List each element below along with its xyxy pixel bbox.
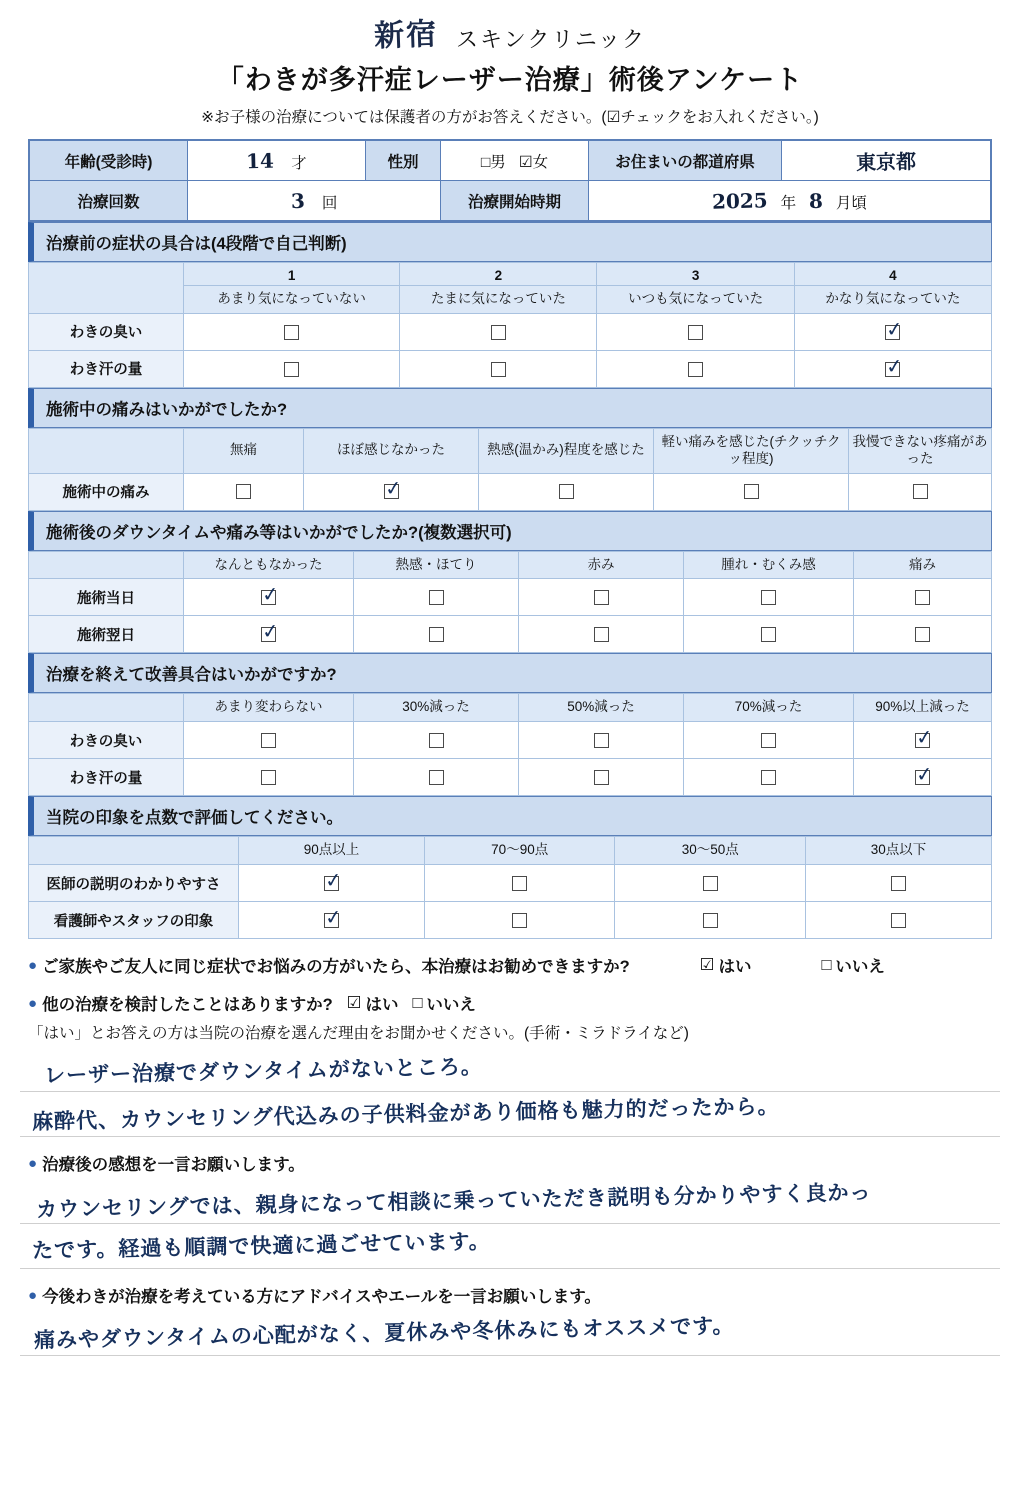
downtime-day1-opt-4[interactable] [684, 616, 854, 653]
section-title-5: 当院の印象を点数で評価してください。 [28, 796, 992, 836]
sex-label: 性別 [366, 140, 441, 181]
start-period-value-cell[interactable] [589, 181, 992, 222]
answer-line[interactable] [20, 1179, 1000, 1224]
table-row [29, 759, 992, 796]
other-no-mark: □ [412, 993, 423, 1012]
impression-head-4: 30点以下 [806, 837, 992, 865]
pre-scale-num-2: 2 [400, 263, 597, 286]
improvement-head-2: 30%減った [354, 694, 519, 722]
clinic-name-printed: スキンクリニック [455, 27, 647, 52]
clinic-name-line [0, 10, 1020, 54]
improvement-sweat-opt-4[interactable] [684, 759, 854, 796]
pre-sweat-opt-4[interactable] [794, 350, 991, 387]
recommend-no-label: いいえ [835, 958, 885, 977]
handwritten-reason-line-1: レーザー治療でダウンタイムがないところ。 [43, 1053, 483, 1088]
question-other-treatment-note: 「はい」とお答えの方は当院の治療を選んだ理由をお聞かせください。(手術・ミラドライなど) [28, 1025, 689, 1043]
pre-sweat-opt-3[interactable] [597, 350, 794, 387]
improvement-odor-opt-5[interactable] [854, 722, 992, 759]
age-value: 14 [245, 148, 275, 173]
downtime-head-4: 腫れ・むくみ感 [684, 551, 854, 579]
downtime-day1-opt-2[interactable] [354, 616, 519, 653]
age-unit: 才 [291, 154, 307, 172]
downtime-head-2: 熱感・ほてり [354, 551, 519, 579]
pre-odor-opt-2[interactable] [400, 313, 597, 350]
improvement-grid [28, 693, 992, 796]
improvement-odor-opt-1[interactable] [184, 722, 354, 759]
question-other-treatment [28, 991, 992, 1015]
section-pre-treatment [28, 222, 992, 388]
downtime-day1-opt-5[interactable] [854, 616, 992, 653]
downtime-head-3: 赤み [519, 551, 684, 579]
pain-during-grid [28, 428, 992, 511]
downtime-grid [28, 551, 992, 654]
bullet-icon: ● [28, 1286, 38, 1304]
answer-line[interactable] [20, 1092, 1000, 1137]
handwritten-reason-line-2: 麻酔代、カウンセリング代込みの子供料金があり価格も魅力的だったから。 [31, 1093, 780, 1134]
pain-head-3: 熱感(温かみ)程度を感じた [479, 428, 654, 473]
year-unit: 年 [780, 194, 797, 212]
improvement-row-label-odor: わきの臭い [29, 722, 184, 759]
table-row [29, 722, 992, 759]
pain-opt-5[interactable] [849, 473, 992, 510]
pre-odor-opt-1[interactable] [184, 313, 400, 350]
pre-odor-opt-4[interactable] [794, 313, 991, 350]
improvement-row-label-sweat: わき汗の量 [29, 759, 184, 796]
start-year-value: 2025 [711, 187, 769, 214]
other-no-label: いいえ [426, 996, 476, 1015]
pre-scale-label-3: いつも気になっていた [597, 285, 794, 313]
start-period-label: 治療開始時期 [441, 181, 589, 222]
age-value-cell[interactable] [188, 140, 366, 181]
pain-head-2: ほぼ感じなかった [304, 428, 479, 473]
impression-row-label-staff: 看護師やスタッフの印象 [29, 902, 239, 939]
pain-head-4: 軽い痛みを感じた(チクッチクッ程度) [654, 428, 849, 473]
start-month-value: 8 [808, 188, 824, 213]
downtime-row-label-day0: 施術当日 [29, 579, 184, 616]
pain-corner [29, 428, 184, 473]
downtime-head-1: なんともなかった [184, 551, 354, 579]
section-improvement [28, 653, 992, 796]
other-yes-option[interactable] [347, 991, 399, 1015]
age-label: 年齢(受診時) [29, 140, 188, 181]
recommend-yes-label: はい [718, 958, 752, 977]
other-no-option[interactable] [412, 991, 475, 1015]
section-title-2: 施術中の痛みはいかがでしたか? [28, 388, 992, 428]
improvement-odor-opt-4[interactable] [684, 722, 854, 759]
page-title: 「わきが多汗症レーザー治療」術後アンケート [216, 65, 804, 95]
downtime-day1-opt-1[interactable] [184, 616, 354, 653]
improvement-sweat-opt-1[interactable] [184, 759, 354, 796]
impression-head-2: 70〜90点 [424, 837, 615, 865]
treatment-count-value: 3 [290, 188, 305, 213]
pre-scale-num-3: 3 [597, 263, 794, 286]
bullet-icon: ● [28, 956, 38, 974]
downtime-row-label-day1: 施術翌日 [29, 616, 184, 653]
table-row [29, 579, 992, 616]
pre-row-label-sweat: わき汗の量 [29, 350, 184, 387]
page-header [0, 0, 1020, 127]
pre-scale-num-1: 1 [184, 263, 400, 286]
pre-treatment-corner [29, 263, 184, 314]
section-title-4: 治療を終えて改善具合はいかがですか? [28, 653, 992, 693]
answer-line[interactable] [20, 1311, 1000, 1356]
improvement-sweat-opt-5[interactable] [854, 759, 992, 796]
section-downtime [28, 511, 992, 654]
downtime-corner [29, 551, 184, 579]
downtime-day0-opt-4[interactable] [684, 579, 854, 616]
header-note [0, 105, 1020, 127]
pre-treatment-grid [28, 262, 992, 388]
recommend-yes-mark: ☑ [699, 956, 715, 975]
answer-line[interactable] [20, 1224, 1000, 1269]
month-unit: 月頃 [835, 194, 867, 212]
pre-row-label-odor: わきの臭い [29, 313, 184, 350]
clinic-name-handwritten: 新宿 [373, 16, 439, 55]
pre-scale-label-2: たまに気になっていた [400, 285, 597, 313]
pre-scale-label-4: かなり気になっていた [794, 285, 991, 313]
pre-sweat-opt-2[interactable] [400, 350, 597, 387]
impression-staff-opt-3[interactable] [615, 902, 806, 939]
question-recommend [28, 953, 992, 977]
impression-head-1: 90点以上 [239, 837, 425, 865]
handwritten-advice-line-1: 痛みやダウンタイムの心配がなく、夏休みや冬休みにもオススメです。 [33, 1312, 735, 1353]
downtime-head-5: 痛み [854, 551, 992, 579]
answer-area-reason[interactable] [20, 1047, 1000, 1137]
sex-value-cell[interactable] [441, 140, 589, 181]
recommend-no-mark: □ [821, 955, 832, 974]
pain-opt-1[interactable] [184, 473, 304, 510]
table-row [29, 616, 992, 653]
section-pain-during [28, 388, 992, 511]
sex-male-option[interactable]: □男 [480, 153, 506, 171]
improvement-odor-opt-2[interactable] [354, 722, 519, 759]
pre-sweat-opt-1[interactable] [184, 350, 400, 387]
treatment-count-label: 治療回数 [29, 181, 188, 222]
question-impression-after-text: 治療後の感想を一言お願いします。 [42, 1156, 305, 1175]
impression-grid [28, 836, 992, 939]
downtime-day1-opt-3[interactable] [519, 616, 684, 653]
question-impression-after [28, 1151, 992, 1175]
improvement-corner [29, 694, 184, 722]
impression-staff-opt-2[interactable] [424, 902, 615, 939]
improvement-head-5: 90%以上減った [854, 694, 992, 722]
downtime-day0-opt-5[interactable] [854, 579, 992, 616]
downtime-day0-opt-3[interactable] [519, 579, 684, 616]
bullet-icon: ● [28, 994, 38, 1012]
header-note-pre: ※お子様の治療については保護者の方がお答えください。( [201, 109, 607, 126]
bullet-icon: ● [28, 1154, 38, 1172]
improvement-sweat-opt-2[interactable] [354, 759, 519, 796]
pain-head-5: 我慢できない疼痛があった [849, 428, 992, 473]
recommend-no-option[interactable] [821, 953, 884, 977]
answer-line[interactable] [20, 1047, 1000, 1092]
header-note-post: チェックをお入れください。) [620, 109, 819, 126]
table-row [29, 902, 992, 939]
pain-opt-2[interactable] [304, 473, 479, 510]
recommend-yes-option[interactable] [700, 953, 752, 977]
header-note-checkbox-glyph: ☑ [606, 109, 621, 126]
table-row [29, 473, 992, 510]
prefecture-value-cell[interactable] [782, 140, 992, 181]
impression-staff-opt-4[interactable] [806, 902, 992, 939]
pain-opt-4[interactable] [654, 473, 849, 510]
pre-odor-opt-3[interactable] [597, 313, 794, 350]
prefecture-value: 東京都 [855, 149, 917, 175]
improvement-head-4: 70%減った [684, 694, 854, 722]
other-yes-mark: ☑ [346, 994, 362, 1013]
downtime-day0-opt-2[interactable] [354, 579, 519, 616]
impression-corner [29, 837, 239, 865]
treatment-count-value-cell[interactable] [188, 181, 441, 222]
section-title-3: 施術後のダウンタイムや痛み等はいかがでしたか?(複数選択可) [28, 511, 992, 551]
question-advice-text: 今後わきが治療を考えている方にアドバイスやエールを一言お願いします。 [42, 1288, 601, 1307]
impression-staff-opt-1[interactable] [239, 902, 425, 939]
pre-scale-label-1: あまり気になっていない [184, 285, 400, 313]
table-row [29, 865, 992, 902]
prefecture-label: お住まいの都道府県 [589, 140, 782, 181]
table-row [29, 350, 992, 387]
impression-doctor-opt-2[interactable] [424, 865, 615, 902]
improvement-odor-opt-3[interactable] [519, 722, 684, 759]
question-advice [28, 1283, 992, 1307]
treatment-count-unit: 回 [321, 194, 338, 212]
improvement-head-1: あまり変わらない [184, 694, 354, 722]
downtime-day0-opt-1[interactable] [184, 579, 354, 616]
impression-doctor-opt-1[interactable] [239, 865, 425, 902]
answer-area-advice[interactable] [20, 1311, 1000, 1356]
question-recommend-text: ご家族やご友人に同じ症状でお悩みの方がいたら、本治療はお勧めできますか? [42, 958, 630, 977]
respondent-info-table [28, 139, 992, 222]
pain-row-label: 施術中の痛み [29, 473, 184, 510]
impression-row-label-doctor: 医師の説明のわかりやすさ [29, 865, 239, 902]
handwritten-impression-line-1: カウンセリングでは、親身になって相談に乗っていただき説明も分かりやすく良かっ [35, 1179, 872, 1222]
section-impression-score [28, 796, 992, 939]
improvement-sweat-opt-3[interactable] [519, 759, 684, 796]
impression-doctor-opt-4[interactable] [806, 865, 992, 902]
pain-opt-3[interactable] [479, 473, 654, 510]
answer-area-impression[interactable] [20, 1179, 1000, 1269]
pre-scale-num-4: 4 [794, 263, 991, 286]
handwritten-impression-line-2: たです。経過も順調で快適に過ごせています。 [31, 1228, 491, 1263]
sex-female-option[interactable]: ☑女 [518, 153, 549, 171]
section-title-1: 治療前の症状の具合は(4段階で自己判断) [28, 222, 992, 262]
pain-head-1: 無痛 [184, 428, 304, 473]
impression-doctor-opt-3[interactable] [615, 865, 806, 902]
other-yes-label: はい [365, 996, 399, 1015]
table-row [29, 313, 992, 350]
question-other-treatment-text: 他の治療を検討したことはありますか? [42, 996, 333, 1015]
impression-head-3: 30〜50点 [615, 837, 806, 865]
improvement-head-3: 50%減った [519, 694, 684, 722]
